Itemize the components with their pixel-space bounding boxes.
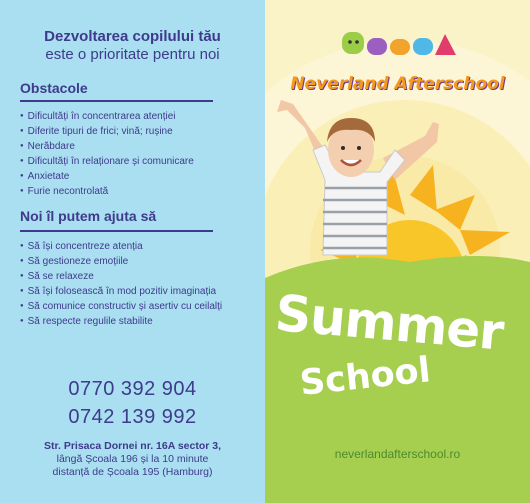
promo-title-school: School	[298, 350, 433, 404]
website-link[interactable]: neverlandafterschool.ro	[334, 447, 461, 461]
help-title: Noi îl putem ajuta să	[20, 208, 157, 224]
logo-eye	[355, 40, 359, 44]
list-item: ● Furie necontrolată	[20, 184, 194, 199]
child-eye	[341, 146, 345, 150]
list-item: ● Să se relaxeze	[20, 269, 222, 284]
address-line-2: lângă Școala 196 și la 10 minute	[56, 453, 209, 465]
list-item: ● Anxietate	[20, 169, 194, 184]
logo-blob	[342, 32, 364, 54]
logo-blob	[390, 39, 410, 55]
help-list	[20, 239, 222, 329]
logo-blob	[413, 38, 433, 55]
phone-number-2[interactable]: 0742 139 992	[68, 406, 197, 428]
logo-eye	[348, 40, 352, 44]
phone-number-1[interactable]: 0770 392 904	[68, 378, 197, 400]
address-line-1: Str. Prisaca Dornei nr. 16A sector 3,	[43, 440, 222, 452]
list-item: ● Să respecte regulile stabilite	[20, 314, 222, 329]
list-item: ● Să comunice constructiv și asertiv cu ceilalți	[20, 299, 222, 314]
headline-line-1: Dezvoltarea copilului tău	[44, 28, 221, 45]
headline-line-2: este o prioritate pentru noi	[45, 46, 220, 63]
child-eye	[357, 146, 361, 150]
brand-name: Neverland Afterschool	[290, 74, 505, 94]
promo-title-summer: Summer	[272, 284, 506, 362]
list-item: ● Nerăbdare	[20, 139, 194, 154]
address-line-3: distanță de Școala 195 (Hamburg)	[52, 466, 213, 478]
list-item: ● Să își folosească în mod pozitiv imaginația	[20, 284, 222, 299]
obstacles-title: Obstacole	[20, 80, 88, 96]
obstacles-list	[20, 109, 194, 199]
list-item: ● Dificultăți în concentrarea atenției	[20, 109, 194, 124]
list-item: ● Să își concentreze atenția	[20, 239, 222, 254]
obstacles-divider	[20, 100, 213, 102]
list-item: ● Să gestioneze emoțiile	[20, 254, 222, 269]
list-item: ● Dificultăți în relaționare și comunicare	[20, 154, 194, 169]
logo-blob	[367, 38, 387, 55]
help-divider	[20, 230, 213, 232]
list-item: ● Diferite tipuri de frici; vină; rușine	[20, 124, 194, 139]
